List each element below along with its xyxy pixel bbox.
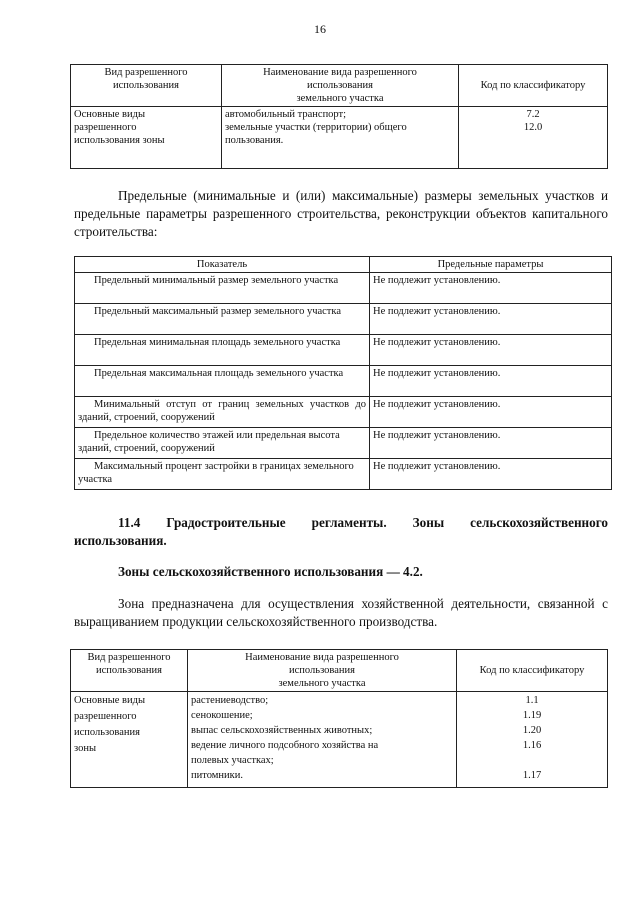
parameter-value-cell: Не подлежит установлению. — [370, 397, 612, 428]
indicator-cell: Предельная минимальная площадь земельного участка — [75, 335, 370, 366]
table-row — [75, 366, 612, 397]
indicator-cell: Предельный минимальный размер земельного участка — [75, 273, 370, 304]
table-row — [75, 397, 612, 428]
header-limit-parameters: Предельные параметры — [370, 257, 612, 273]
parameter-value-cell: Не подлежит установлению. — [370, 366, 612, 397]
classifier-code-cell: 1.1 1.19 1.20 1.16 1.17 — [457, 692, 608, 788]
use-name-cell: растениеводство; сенокошение; выпас сельскохозяйственных животных; ведение личного подсобного хозяйства на полевых участках; питомники. — [188, 692, 457, 788]
header-classifier-code: Код по классификатору — [457, 650, 608, 692]
use-name-cell: автомобильный транспорт; земельные участки (территории) общего пользования. — [222, 107, 459, 169]
header-use-name: Наименование вида разрешенного использования земельного участка — [188, 650, 457, 692]
header-use-type: Вид разрешенного использования — [71, 65, 222, 107]
table-row — [75, 335, 612, 366]
indicator-cell: Минимальный отступ от границ земельных участков до зданий, строений, сооружений — [75, 397, 370, 428]
parameter-value-cell: Не подлежит установлению. — [370, 335, 612, 366]
indicator-cell: Предельная максимальная площадь земельного участка — [75, 366, 370, 397]
section-heading: 11.4 Градостроительные регламенты. Зоны сельскохозяйственного использования. — [74, 515, 608, 548]
intro-paragraph: Предельные (минимальные и (или) максимальные) размеры земельных участков и предельные параметры разрешенного строительства, реконструкции объектов капитального строительства: — [74, 188, 608, 239]
header-classifier-code: Код по классификатору — [459, 65, 608, 107]
use-type-cell: Основные виды разрешенного использования зоны — [71, 107, 222, 169]
permitted-use-table-1 — [70, 64, 608, 169]
zone-description: Зона предназначена для осуществления хозяйственной деятельности, связанной с выращиванием продукции сельскохозяйственного производства. — [74, 596, 608, 629]
permitted-use-table-2 — [70, 649, 608, 788]
parameter-value-cell: Не подлежит установлению. — [370, 304, 612, 335]
table-row — [71, 692, 608, 788]
parameter-value-cell: Не подлежит установлению. — [370, 273, 612, 304]
use-type-cell: Основные виды разрешенного использования зоны — [71, 692, 188, 788]
parameter-value-cell: Не подлежит установлению. — [370, 459, 612, 490]
classifier-code-cell: 7.2 12.0 — [459, 107, 608, 169]
table-header-row — [75, 257, 612, 273]
header-use-type: Вид разрешенного использования — [71, 650, 188, 692]
table-row — [75, 304, 612, 335]
table-row — [75, 428, 612, 459]
parameters-table — [74, 256, 612, 490]
table-header-row — [71, 65, 608, 107]
header-indicator: Показатель — [75, 257, 370, 273]
indicator-cell: Предельный максимальный размер земельного участка — [75, 304, 370, 335]
table-row — [71, 107, 608, 169]
indicator-cell: Предельное количество этажей или предельная высота зданий, строений, сооружений — [75, 428, 370, 459]
table-row — [75, 459, 612, 490]
table-header-row — [71, 650, 608, 692]
page-number: 16 — [314, 22, 326, 36]
zone-heading: Зоны сельскохозяйственного использования — 4.2. — [118, 564, 423, 579]
indicator-cell: Максимальный процент застройки в границах земельного участка — [75, 459, 370, 490]
header-use-name: Наименование вида разрешенного использования земельного участка — [222, 65, 459, 107]
parameter-value-cell: Не подлежит установлению. — [370, 428, 612, 459]
table-row — [75, 273, 612, 304]
